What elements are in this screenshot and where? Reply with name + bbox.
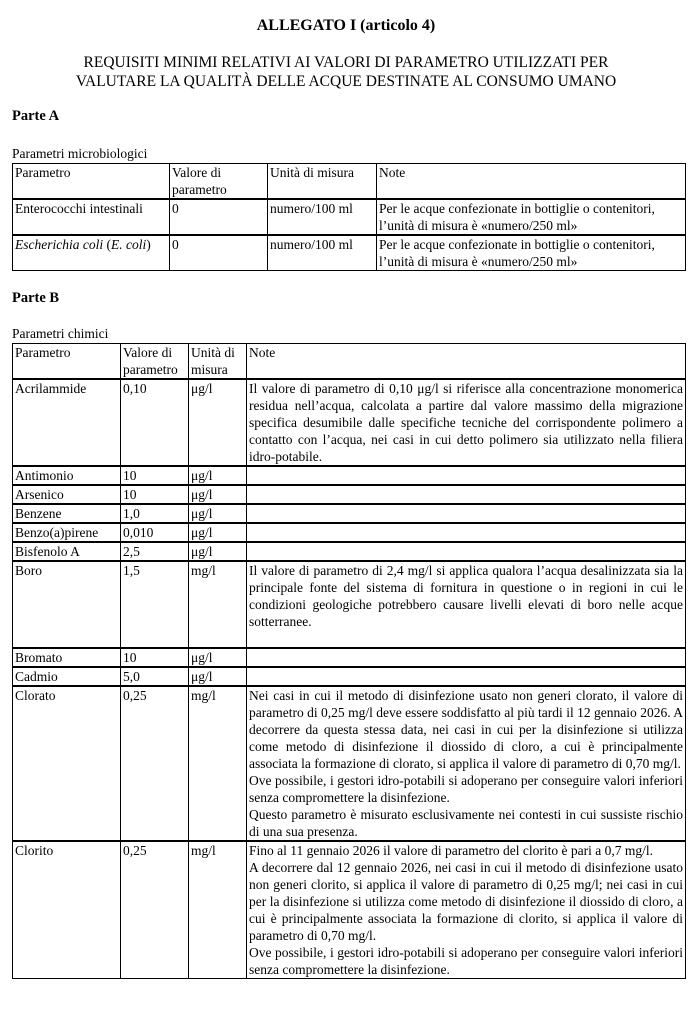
param-cell: Benzo(a)pirene (13, 523, 121, 542)
table-row (13, 686, 686, 841)
note-cell: Per le acque confezionate in bottiglie o contenitori, l’unità di misura è «numero/250 ml» (377, 199, 686, 235)
param-cell: Bisfenolo A (13, 542, 121, 561)
table-row (13, 485, 686, 504)
unit-cell: μg/l (189, 504, 247, 523)
note-cell (247, 504, 686, 523)
value-cell: 0,010 (121, 523, 189, 542)
note-cell: Il valore di parametro di 0,10 μg/l si riferisce alla concentrazione monomerica residua nell’acqua, calcolata a partire dal valore massimo della migrazione specifica desumibile dalle specifiche tecniche del corrispondente polimero a contatto con l’acqua, nei casi in cui detto polimero sia utilizzato nella filiera idro-potabile. (247, 379, 686, 466)
param-cell: Acrilammide (13, 379, 121, 466)
note-cell (247, 686, 686, 841)
note-cell (247, 561, 686, 648)
note-cell: Per le acque confezionate in bottiglie o contenitori, l’unità di misura è «numero/250 ml» (377, 235, 686, 271)
unit-cell: numero/100 ml (268, 199, 377, 235)
value-cell: 0 (170, 235, 268, 271)
param-cell: Antimonio (13, 466, 121, 485)
table-row (13, 504, 686, 523)
value-cell: 2,5 (121, 542, 189, 561)
param-cell: Arsenico (13, 485, 121, 504)
value-cell: 10 (121, 648, 189, 667)
note-cell (247, 466, 686, 485)
unit-cell: μg/l (189, 667, 247, 686)
param-cell: Clorato (13, 686, 121, 841)
header-note: Note (377, 164, 686, 200)
unit-cell: μg/l (189, 542, 247, 561)
param-cell: Boro (13, 561, 121, 648)
value-cell: 0,25 (121, 841, 189, 979)
note-paragraph: Ove possibile, i gestori idro-potabili si adoperano per conseguire valori inferiori senza compromettere la disinfezione. (249, 945, 683, 977)
unit-cell: μg/l (189, 648, 247, 667)
table-header-row (13, 164, 686, 200)
part-a-heading: Parte A (12, 108, 60, 124)
chemical-table (12, 343, 686, 979)
header-valore: Valore di parametro (170, 164, 268, 200)
unit-cell: mg/l (189, 561, 247, 648)
table-row (13, 523, 686, 542)
note-paragraph: Ove possibile, i gestori idro-potabili si adoperano per conseguire valori inferiori senza compromettere la disinfezione. (249, 773, 683, 805)
value-cell: 1,5 (121, 561, 189, 648)
note-cell (247, 523, 686, 542)
header-note: Note (247, 344, 686, 380)
param-italic-abbrev: E. coli (110, 237, 147, 252)
part-b-heading: Parte B (12, 290, 60, 306)
value-cell: 10 (121, 466, 189, 485)
table-row (13, 648, 686, 667)
header-parametro: Parametro (13, 164, 170, 200)
note-cell (247, 648, 686, 667)
unit-cell: mg/l (189, 686, 247, 841)
note-text: Il valore di parametro di 2,4 mg/l si applica qualora l’acqua desalinizzata sia la principale fonte del sistema di fornitura in questione o in regioni in cui le condizioni geologiche potrebbero causare livelli elevati di boro nelle acque sotterranee. (249, 563, 683, 629)
part-a-caption: Parametri microbiologici (12, 146, 148, 161)
table-header-row (13, 344, 686, 380)
value-cell: 0,25 (121, 686, 189, 841)
note-cell (247, 485, 686, 504)
value-cell: 0,10 (121, 379, 189, 466)
unit-cell: mg/l (189, 841, 247, 979)
table-row (13, 379, 686, 466)
table-row (13, 466, 686, 485)
subtitle-line-1: REQUISITI MINIMI RELATIVI AI VALORI DI PARAMETRO UTILIZZATI PER (83, 54, 609, 71)
param-cell: Bromato (13, 648, 121, 667)
param-cell (13, 235, 170, 271)
param-text: ( (103, 237, 111, 252)
param-cell: Enterococchi intestinali (13, 199, 170, 235)
table-row (13, 235, 686, 271)
value-cell: 10 (121, 485, 189, 504)
unit-cell: μg/l (189, 523, 247, 542)
table-row (13, 841, 686, 979)
note-paragraph: Nei casi in cui il metodo di disinfezione usato non generi clorato, il valore di parametro di 0,25 mg/l deve essere soddisfatto al più tardi il 12 gennaio 2026. A decorrere da questa stessa data, nei casi in cui per la disinfezione si utilizza come metodo di disinfezione il diossido di cloro, a cui è principalmente associata la formazione di clorato, si applica il valore di parametro di 0,70 mg/l. (249, 688, 683, 771)
part-b-caption: Parametri chimici (12, 326, 109, 341)
param-italic: Escherichia coli (15, 237, 104, 252)
value-cell: 0 (170, 199, 268, 235)
document-subtitle (0, 53, 692, 91)
unit-cell: μg/l (189, 379, 247, 466)
note-paragraph: Questo parametro è misurato esclusivamente nei contesti in cui sussiste rischio di una sua presenza. (249, 807, 683, 839)
param-text-close: ) (146, 237, 151, 252)
param-cell: Benzene (13, 504, 121, 523)
document-title: ALLEGATO I (articolo 4) (256, 17, 436, 34)
table-row (13, 542, 686, 561)
header-unita: Unità di misura (268, 164, 377, 200)
table-row (13, 561, 686, 648)
unit-cell: μg/l (189, 466, 247, 485)
unit-cell: numero/100 ml (268, 235, 377, 271)
subtitle-line-2: VALUTARE LA QUALITÀ DELLE ACQUE DESTINATE AL CONSUMO UMANO (75, 73, 617, 90)
unit-cell: μg/l (189, 485, 247, 504)
param-cell: Cadmio (13, 667, 121, 686)
note-cell (247, 841, 686, 979)
value-cell: 5,0 (121, 667, 189, 686)
header-parametro: Parametro (13, 344, 121, 380)
header-valore: Valore di parametro (121, 344, 189, 380)
table-row (13, 199, 686, 235)
value-cell: 1,0 (121, 504, 189, 523)
note-paragraph: A decorrere dal 12 gennaio 2026, nei casi in cui il metodo di disinfezione usato non generi clorito, si applica il valore di parametro di 0,25 mg/l; nei casi in cui per la disinfezione si utilizza come metodo di disinfezione il diossido di cloro, a cui è principalmente associata la formazione di clorito, si applica il valore di parametro di 0,70 mg/l. (249, 860, 683, 943)
table-row (13, 667, 686, 686)
header-unita: Unità di misura (189, 344, 247, 380)
note-cell (247, 667, 686, 686)
microbiological-table (12, 163, 686, 271)
param-cell: Clorito (13, 841, 121, 979)
note-paragraph: Fino al 11 gennaio 2026 il valore di parametro del clorito è pari a 0,7 mg/l. (249, 843, 654, 858)
note-cell (247, 542, 686, 561)
